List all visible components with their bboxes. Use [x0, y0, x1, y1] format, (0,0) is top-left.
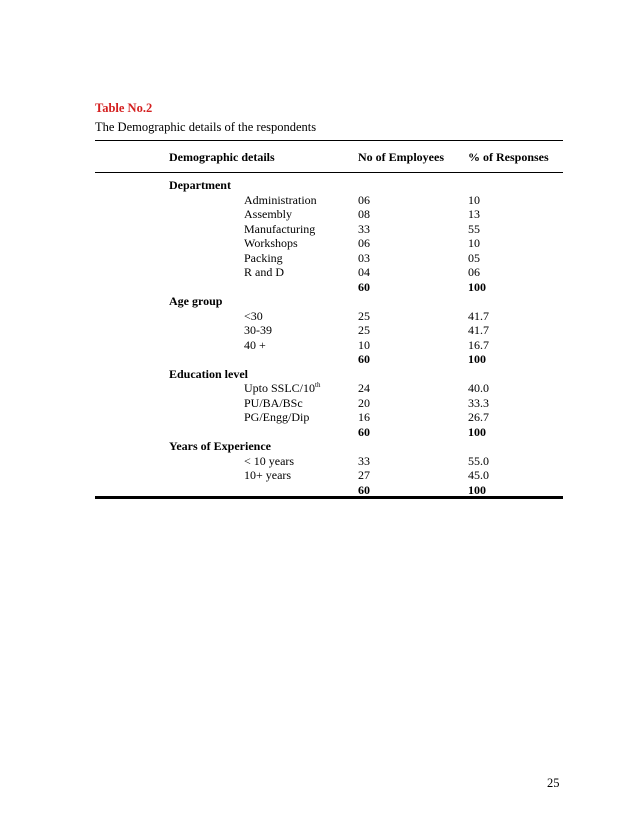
- row-responses: 45.0: [468, 468, 489, 482]
- table-caption-title: Table No.2: [95, 101, 153, 115]
- row-responses: 16.7: [468, 337, 489, 352]
- total-responses: 100: [468, 279, 486, 294]
- total-employees: 60: [358, 424, 370, 439]
- row-label: Assembly: [244, 207, 292, 221]
- row-label: Administration: [244, 192, 317, 207]
- row-employees: 33: [358, 453, 370, 468]
- header-no-of-employees: No of Employees: [358, 150, 444, 164]
- row-label: 40 +: [244, 337, 266, 352]
- total-responses: 100: [468, 424, 486, 439]
- row-label: 30-39: [244, 323, 272, 337]
- row-label: [244, 381, 320, 396]
- table-caption-subtitle: The Demographic details of the respondents: [95, 120, 317, 134]
- table-top-rule: [95, 140, 563, 141]
- row-responses: 41.7: [468, 323, 489, 337]
- row-label: <30: [244, 308, 263, 323]
- group-heading-age-group: Age group: [169, 294, 223, 308]
- row-label: PU/BA/BSc: [244, 395, 303, 410]
- row-responses: 55.0: [468, 453, 489, 468]
- group-heading-department: Department: [169, 178, 231, 192]
- row-employees: 20: [358, 395, 370, 410]
- row-responses: 41.7: [468, 308, 489, 323]
- row-label-text: Upto SSLC/10: [244, 381, 316, 395]
- row-responses: 05: [468, 250, 480, 265]
- page-number: 25: [547, 776, 560, 790]
- total-responses: 100: [468, 482, 486, 497]
- row-responses: 10: [468, 192, 480, 207]
- row-employees: 06: [358, 192, 370, 207]
- row-employees: 08: [358, 207, 370, 221]
- total-responses: 100: [468, 352, 486, 366]
- row-employees: 04: [358, 265, 370, 279]
- table-bottom-rule: [95, 496, 563, 499]
- group-heading-education-level: Education level: [169, 366, 249, 381]
- row-employees: 27: [358, 468, 370, 482]
- row-label: < 10 years: [244, 453, 295, 468]
- row-label: Workshops: [244, 236, 298, 250]
- row-employees: 03: [358, 250, 370, 265]
- row-responses: 13: [468, 207, 480, 221]
- row-responses: 55: [468, 221, 480, 236]
- row-employees: 24: [358, 381, 370, 395]
- table-header-rule: [95, 172, 563, 173]
- header-demographic-details: Demographic details: [169, 150, 275, 164]
- row-label: Manufacturing: [244, 221, 316, 236]
- row-employees: 33: [358, 221, 370, 236]
- total-employees: 60: [358, 482, 370, 497]
- header-percent-responses: % of Responses: [468, 150, 549, 164]
- row-label: Packing: [244, 250, 283, 265]
- row-responses: 26.7: [468, 410, 489, 424]
- row-responses: 06: [468, 265, 480, 279]
- row-responses: 40.0: [468, 381, 489, 395]
- row-label: R and D: [244, 265, 284, 279]
- row-employees: 16: [358, 410, 370, 424]
- row-employees: 06: [358, 236, 370, 250]
- row-responses: 33.3: [468, 395, 489, 410]
- total-employees: 60: [358, 279, 370, 294]
- row-employees: 25: [358, 308, 370, 323]
- total-employees: 60: [358, 352, 370, 366]
- row-employees: 10: [358, 337, 370, 352]
- group-heading-years-of-experience: Years of Experience: [169, 439, 271, 453]
- row-employees: 25: [358, 323, 370, 337]
- row-label-superscript: th: [315, 381, 321, 389]
- row-label: 10+ years: [244, 468, 292, 482]
- row-label: PG/Engg/Dip: [244, 410, 310, 424]
- row-responses: 10: [468, 236, 480, 250]
